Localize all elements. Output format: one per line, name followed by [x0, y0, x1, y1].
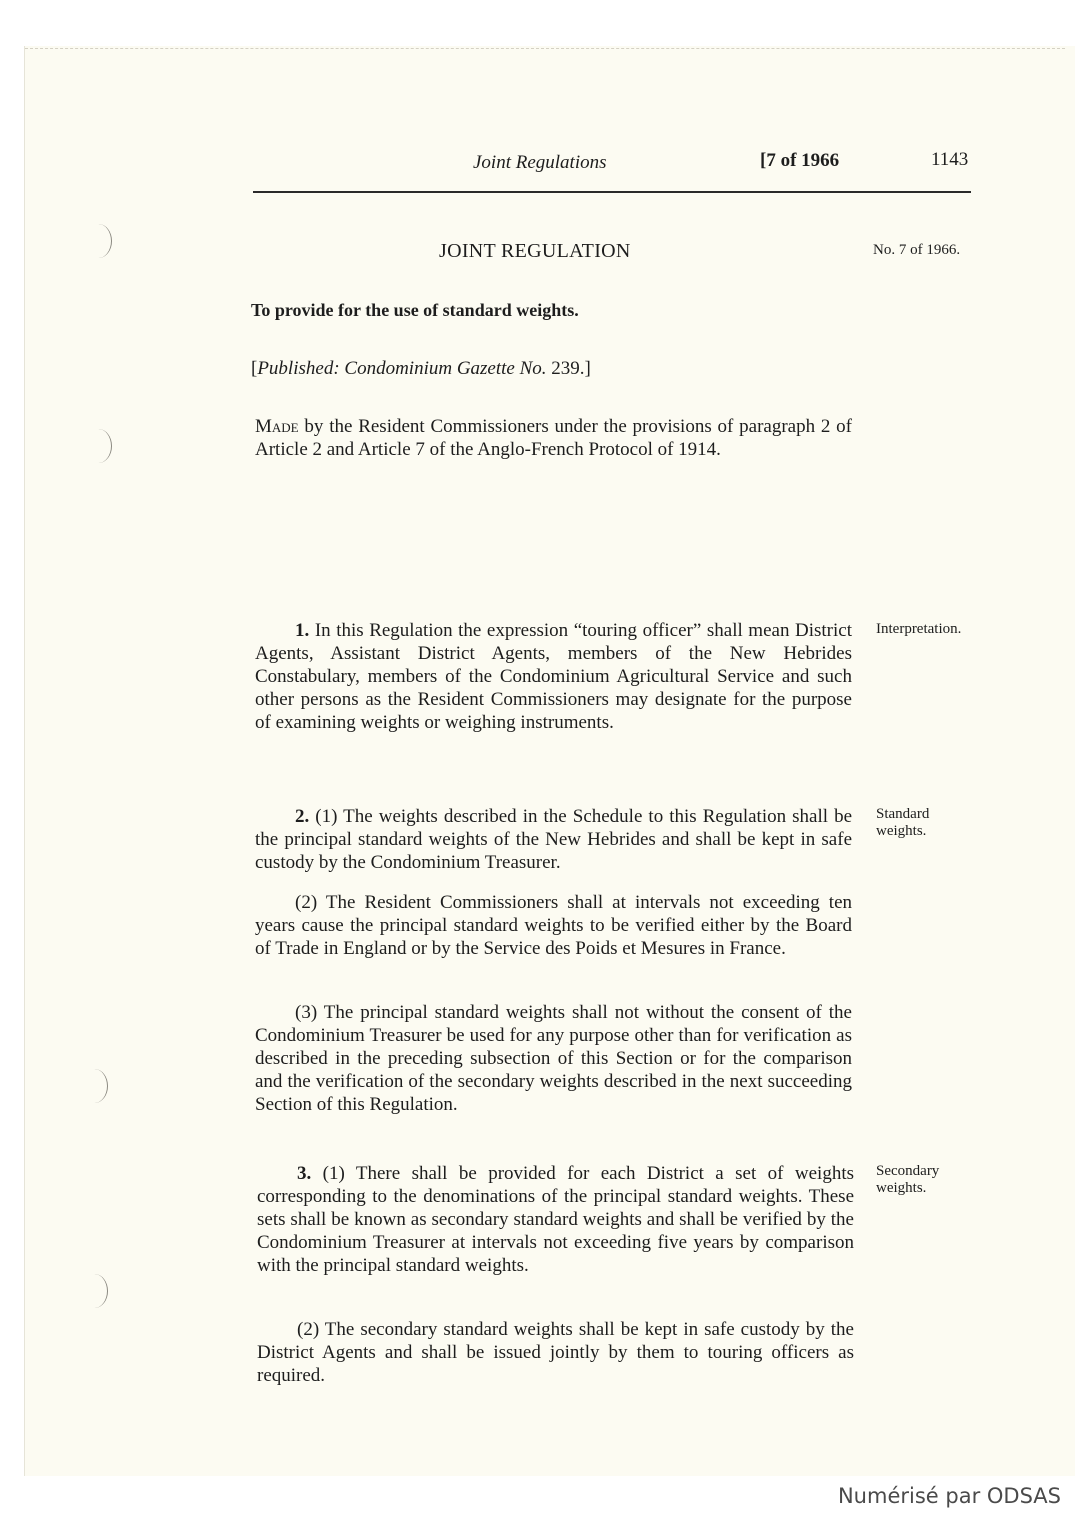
section-2-subsection-1: [255, 805, 852, 874]
binder-hole-mark: [81, 1069, 108, 1103]
margin-note-interpretation: Interpretation.: [876, 621, 962, 637]
scan-edge-line: [25, 48, 1065, 49]
subsection-text: (1) The weights described in the Schedule to this Regulation shall be the principal standard weights of the New Hebrides and shall be kept in safe custody by the Condominium Treasurer.: [255, 806, 852, 873]
regulation-heading: JOINT REGULATION: [439, 240, 631, 262]
regulation-reference: [7 of 1966: [760, 150, 840, 171]
page-number: 1143: [931, 149, 969, 170]
section-number: 1.: [295, 620, 310, 641]
publication-note: [251, 358, 591, 380]
section-3-subsection-2: (2) The secondary standard weights shall be kept in safe custody by the District Agents and shall be issued jointly by them to touring officers as required.: [257, 1319, 854, 1386]
regulation-number-note: No. 7 of 1966.: [873, 242, 961, 258]
section-3-subsection-1: [257, 1162, 854, 1277]
section-2-subsection-3: (3) The principal standard weights shall not without the consent of the Condominium Treasurer be used for any purpose other than for verification as described in the preceding subsection of this Section or for the comparison and the verification of the secondary weights described in the next succeeding Section of this Regulation.: [255, 1002, 852, 1115]
section-2-subsection-2: (2) The Resident Commissioners shall at intervals not exceeding ten years cause the principal standard weights to be verified either by the Board of Trade in England or by the Service des Poids et Mesures in France.: [255, 892, 852, 959]
digitization-credit: Numérisé par ODSAS: [837, 1484, 1061, 1508]
section-number: 2.: [295, 806, 310, 827]
subsection-text: (1) There shall be provided for each District a set of weights corresponding to the denominations of the principal standard weights. These sets shall be known as secondary standard weights and shall be verified by the Condominium Treasurer at intervals not exceeding five years by comparison with the principal standard weights.: [257, 1163, 854, 1276]
section-text: In this Regulation the expression “touring officer” shall mean District Agents, Assistant District Agents, members of the New Hebrides Constabulary, members of the Condominium Agricultural Service and such other persons as the Resident Commissioners may designate for the purpose of examining weights or weighing instruments.: [255, 620, 852, 733]
binder-hole-mark: [81, 1274, 108, 1308]
publication-gazette: Published: Condominium Gazette No.: [257, 358, 547, 379]
enacting-made-word: Made: [255, 416, 299, 437]
publication-number: 239.]: [546, 358, 591, 379]
margin-note-secondary-weights: Secondary weights.: [876, 1163, 940, 1196]
running-title: Joint Regulations: [473, 152, 607, 173]
enacting-formula: [255, 415, 852, 461]
binder-hole-mark: [85, 429, 112, 463]
section-number: 3.: [297, 1163, 312, 1184]
document-page: [24, 46, 1075, 1476]
binder-hole-mark: [85, 224, 112, 258]
section-1: [255, 619, 852, 734]
enacting-text: by the Resident Commissioners under the provisions of paragraph 2 of Article 2 and Article 7 of the Anglo-French Protocol of 1914.: [255, 416, 852, 460]
margin-note-standard-weights: Standard weights.: [876, 806, 930, 839]
publication-open-bracket: [: [251, 358, 258, 379]
long-title: To provide for the use of standard weights.: [251, 300, 579, 320]
header-rule: [253, 191, 971, 193]
